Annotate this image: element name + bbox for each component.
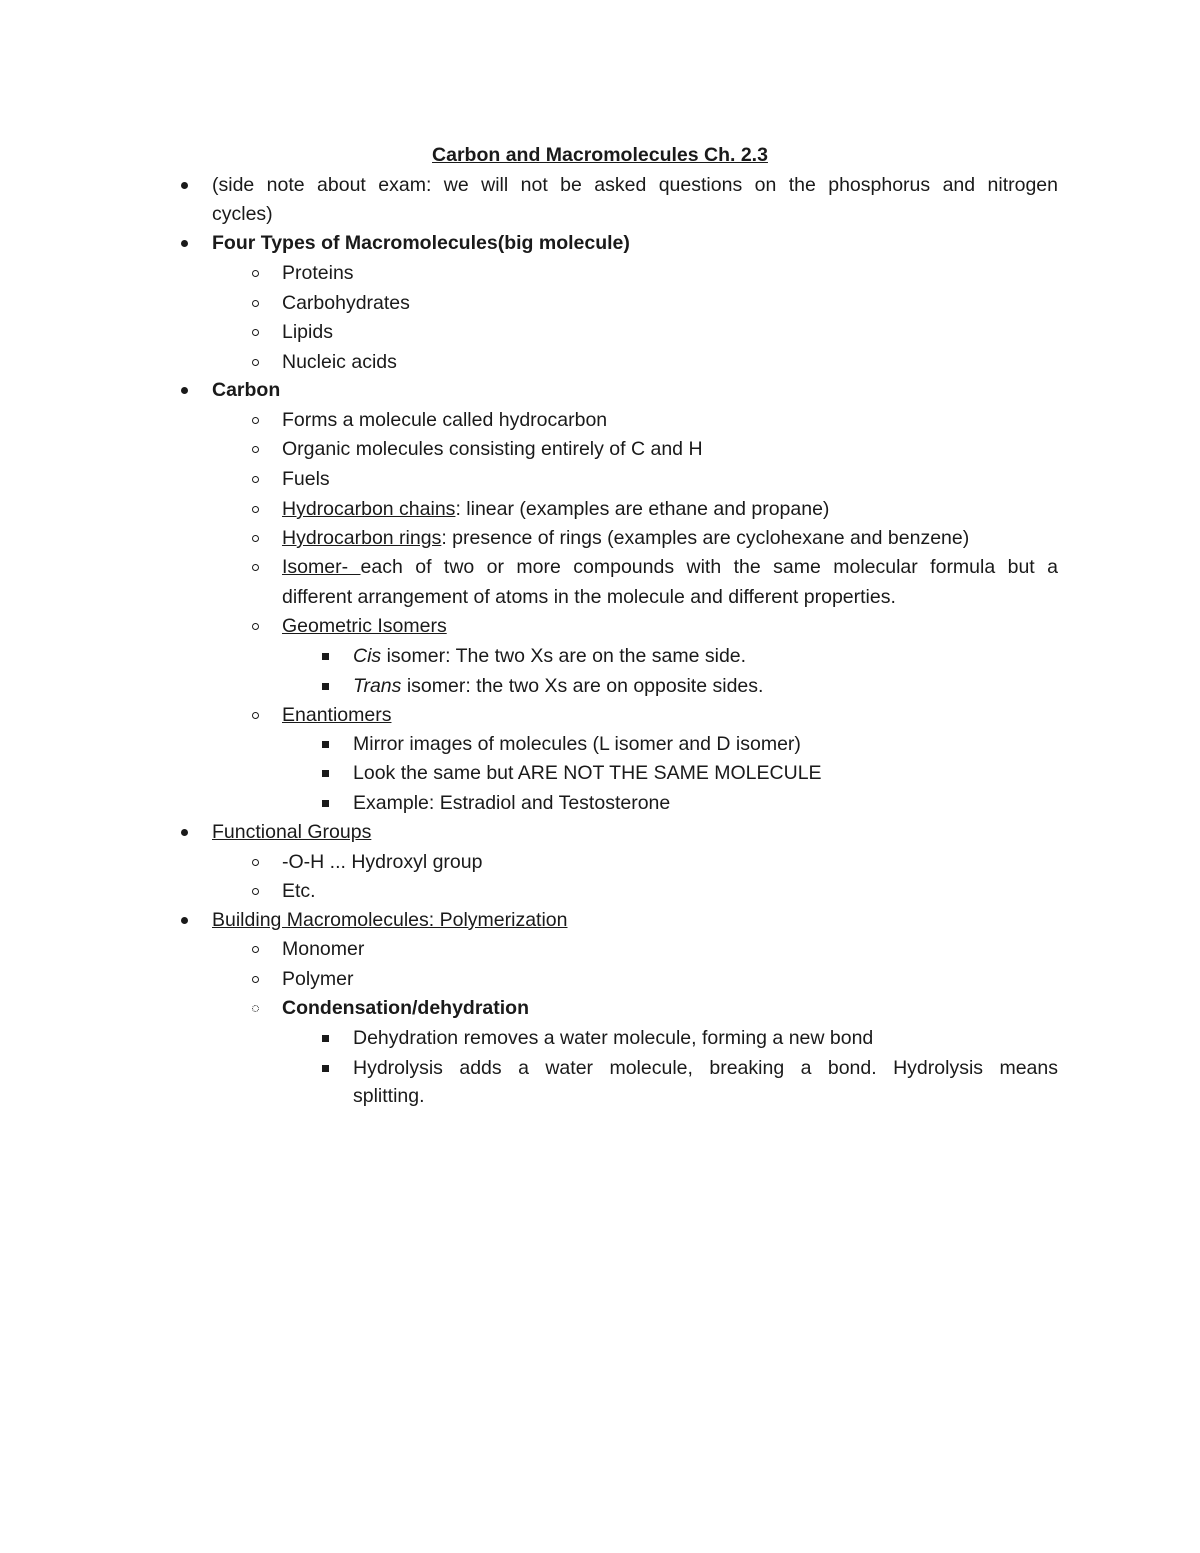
enantiomers-label: Enantiomers xyxy=(282,704,392,726)
list-item-text: Look the same but ARE NOT THE SAME MOLECULE xyxy=(353,762,822,784)
list-item xyxy=(0,525,1200,555)
term-trans: Trans xyxy=(353,675,402,697)
bullet-circle-icon xyxy=(245,613,265,639)
list-item-carbon xyxy=(0,377,1200,407)
bullet-circle-icon xyxy=(245,290,265,316)
list-item xyxy=(0,878,1200,908)
bullet-circle-icon xyxy=(245,554,265,580)
bullet-disc-icon xyxy=(174,377,194,403)
bullet-circle-icon xyxy=(245,966,265,992)
list-item-text: Carbohydrates xyxy=(282,292,410,314)
bullet-square-icon xyxy=(315,643,335,669)
list-item xyxy=(0,496,1200,526)
term-isomer: Isomer- xyxy=(282,556,361,578)
definition-text: each of two or more compounds with the same molecular formula but a xyxy=(360,556,1058,578)
bullet-square-icon xyxy=(315,760,335,786)
list-item-continuation xyxy=(0,201,1200,231)
definition-text: : linear (examples are ethane and propane) xyxy=(455,498,830,520)
list-item xyxy=(0,407,1200,437)
list-item-continuation xyxy=(0,1083,1200,1113)
four-types-heading: Four Types of Macromolecules(big molecule) xyxy=(212,232,630,254)
definition-text: isomer: The two Xs are on the same side. xyxy=(381,645,747,667)
functional-groups-heading: Functional Groups xyxy=(212,821,372,843)
list-item-text: Fuels xyxy=(282,468,330,490)
list-item xyxy=(0,319,1200,349)
list-item xyxy=(0,995,1200,1025)
list-item xyxy=(0,849,1200,879)
bullet-disc-icon xyxy=(174,172,194,198)
building-heading: Building Macromolecules: Polymerization xyxy=(212,909,568,931)
list-item-continuation xyxy=(0,584,1200,614)
bullet-square-icon xyxy=(315,1025,335,1051)
list-item-text: Proteins xyxy=(282,262,354,284)
list-item-text: Etc. xyxy=(282,880,316,902)
list-item xyxy=(0,613,1200,643)
carbon-heading: Carbon xyxy=(212,379,281,401)
side-note-text: (side note about exam: we will not be asked questions on the phosphorus and nitrogen xyxy=(212,174,1058,196)
bullet-circle-icon xyxy=(245,849,265,875)
bullet-circle-icon xyxy=(245,496,265,522)
definition-text: isomer: the two Xs are on opposite sides. xyxy=(401,675,764,697)
bullet-square-icon xyxy=(315,731,335,757)
list-item-functional-groups xyxy=(0,819,1200,849)
list-item xyxy=(0,436,1200,466)
list-item xyxy=(0,1025,1200,1055)
bullet-circle-icon xyxy=(245,466,265,492)
list-item xyxy=(0,349,1200,379)
side-note-text-cont: cycles) xyxy=(212,203,273,225)
definition-text: : presence of rings (examples are cyclohexane and benzene) xyxy=(441,527,970,549)
bullet-circle-icon xyxy=(245,525,265,551)
list-item-text xyxy=(282,525,1058,551)
list-item xyxy=(0,702,1200,732)
list-item-text: Dehydration removes a water molecule, forming a new bond xyxy=(353,1027,874,1049)
bullet-circle-icon xyxy=(245,936,265,962)
bullet-circle-icon xyxy=(245,349,265,375)
bullet-disc-icon xyxy=(174,819,194,845)
bullet-disc-icon xyxy=(174,230,194,256)
definition-text-cont: different arrangement of atoms in the molecule and different properties. xyxy=(282,586,896,608)
list-item-text: Forms a molecule called hydrocarbon xyxy=(282,409,608,431)
list-item-text: Monomer xyxy=(282,938,365,960)
list-item xyxy=(0,936,1200,966)
list-item-text: Lipids xyxy=(282,321,333,343)
bullet-square-icon xyxy=(315,1055,335,1081)
list-item xyxy=(0,760,1200,790)
list-item xyxy=(0,643,1200,673)
list-item-text: Organic molecules consisting entirely of C and H xyxy=(282,438,703,460)
list-item xyxy=(0,966,1200,996)
list-item-text xyxy=(353,643,1058,669)
bullet-circle-icon xyxy=(245,407,265,433)
bullet-circle-icon xyxy=(245,436,265,462)
page-title: Carbon and Macromolecules Ch. 2.3 xyxy=(432,144,768,166)
bullet-circle-icon xyxy=(245,878,265,904)
list-item xyxy=(0,731,1200,761)
bullet-square-icon xyxy=(315,673,335,699)
list-item xyxy=(0,466,1200,496)
list-item xyxy=(0,1055,1200,1085)
list-item-text: Nucleic acids xyxy=(282,351,397,373)
list-item xyxy=(0,290,1200,320)
list-item xyxy=(0,260,1200,290)
list-item-text xyxy=(282,496,1058,522)
bullet-disc-icon xyxy=(174,907,194,933)
bullet-circle-icon xyxy=(245,260,265,286)
bullet-circle-icon xyxy=(245,319,265,345)
list-item-text: Polymer xyxy=(282,968,354,990)
term-cis: Cis xyxy=(353,645,382,667)
list-item-text: Mirror images of molecules (L isomer and D isomer) xyxy=(353,733,801,755)
list-item-text-cont: splitting. xyxy=(353,1085,425,1107)
list-item-text xyxy=(282,554,1058,580)
bullet-circle-dotted-icon xyxy=(245,995,265,1021)
term-hydrocarbon-chains: Hydrocarbon chains xyxy=(282,498,456,520)
bullet-square-icon xyxy=(315,790,335,816)
list-item xyxy=(0,790,1200,820)
list-item-four-types xyxy=(0,230,1200,260)
list-item-text: Example: Estradiol and Testosterone xyxy=(353,792,671,814)
geometric-isomers-label: Geometric Isomers xyxy=(282,615,447,637)
list-item-side-note xyxy=(0,172,1200,202)
list-item-text: -O-H ... Hydroxyl group xyxy=(282,851,483,873)
list-item xyxy=(0,554,1200,584)
bullet-circle-icon xyxy=(245,702,265,728)
list-item-building xyxy=(0,907,1200,937)
list-item xyxy=(0,673,1200,703)
list-item-text: Hydrolysis adds a water molecule, breaking a bond. Hydrolysis means xyxy=(353,1057,1058,1079)
condensation-label: Condensation/dehydration xyxy=(282,997,530,1019)
list-item-text xyxy=(353,673,1058,699)
term-hydrocarbon-rings: Hydrocarbon rings xyxy=(282,527,442,549)
